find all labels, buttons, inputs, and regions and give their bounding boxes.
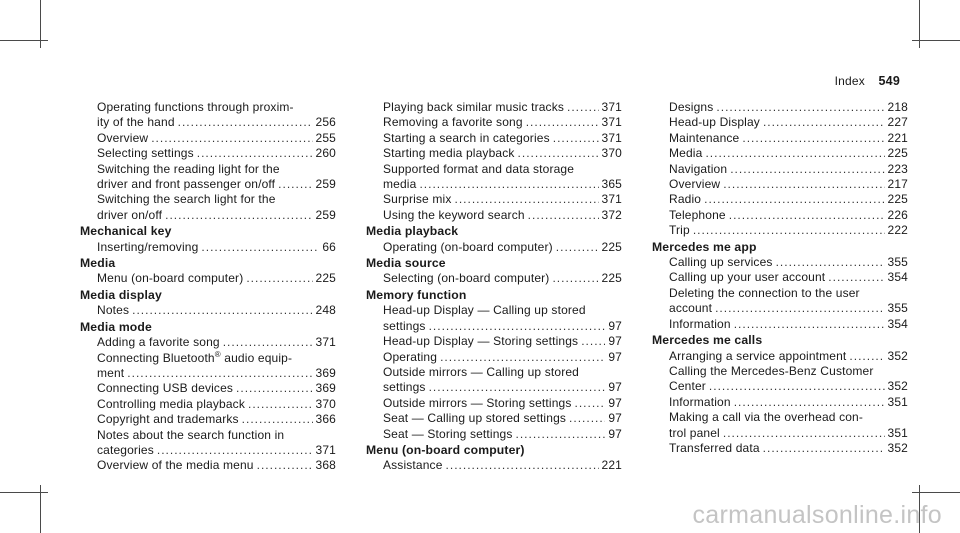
entry-text: Telephone xyxy=(669,207,726,222)
entry-page: 225 xyxy=(315,271,336,286)
index-entry xyxy=(366,271,622,286)
dot-leader xyxy=(763,115,885,130)
entry-page: 225 xyxy=(601,271,622,286)
dot-leader xyxy=(709,379,885,394)
index-entry xyxy=(652,255,908,270)
entry-page: 259 xyxy=(315,177,336,192)
index-entry xyxy=(366,350,622,365)
index-heading: Media playback xyxy=(366,224,459,239)
index-entry xyxy=(80,131,336,146)
index-heading: Media xyxy=(80,256,116,271)
index-entry-line: Supported format and data storage xyxy=(383,161,575,176)
entry-text: Overview xyxy=(97,130,149,145)
index-entry xyxy=(652,379,908,394)
index-entry xyxy=(80,366,336,381)
index-column-1 xyxy=(80,100,336,474)
index-entry xyxy=(366,208,622,223)
entry-text: Center xyxy=(669,379,706,394)
index-entry-line: Switching the reading light for the xyxy=(97,161,280,176)
dot-leader xyxy=(516,427,606,442)
dot-leader xyxy=(723,177,884,192)
index-heading: Media mode xyxy=(80,319,152,334)
page-header xyxy=(835,74,900,88)
dot-leader xyxy=(246,271,312,286)
index-entry-line: Deleting the connection to the user xyxy=(669,285,860,300)
entry-page: 371 xyxy=(601,192,622,207)
index-entry xyxy=(366,427,622,442)
index-entry xyxy=(652,441,908,456)
index-entry xyxy=(80,208,336,223)
entry-page: 226 xyxy=(887,207,908,222)
entry-page: 369 xyxy=(315,365,336,380)
dot-leader xyxy=(569,411,605,426)
dot-leader xyxy=(165,208,312,223)
index-entry xyxy=(652,146,908,161)
index-entry xyxy=(366,334,622,349)
index-column-3 xyxy=(652,100,908,456)
index-entry xyxy=(366,146,622,161)
entry-page: 352 xyxy=(887,348,908,363)
entry-page: 371 xyxy=(315,335,336,350)
entry-text: ment xyxy=(97,365,125,380)
entry-text: Trip xyxy=(669,223,690,238)
dot-leader xyxy=(526,115,599,130)
dot-leader xyxy=(575,396,606,411)
entry-text: Operating (on-board computer) xyxy=(383,239,553,254)
dot-leader xyxy=(454,192,598,207)
dot-leader xyxy=(723,426,885,441)
entry-page: 256 xyxy=(315,115,336,130)
entry-page: 370 xyxy=(601,146,622,161)
entry-text: Starting a search in categories xyxy=(383,130,550,145)
entry-text: Head-up Display — Storing settings xyxy=(383,334,579,349)
dot-leader xyxy=(236,381,312,396)
entry-text: ity of the hand xyxy=(97,115,175,130)
dot-leader xyxy=(223,335,313,350)
dot-leader xyxy=(828,270,884,285)
index-entry-line: Head-up Display — Calling up stored xyxy=(383,303,586,318)
index-entry xyxy=(652,208,908,223)
dot-leader xyxy=(248,397,313,412)
entry-page: 259 xyxy=(315,207,336,222)
index-entry-line: Notes about the search function in xyxy=(97,427,285,442)
entry-text: Information xyxy=(669,316,731,331)
index-heading: Menu (on-board computer) xyxy=(366,442,525,457)
dot-leader xyxy=(132,303,312,318)
entry-text: Media xyxy=(669,146,703,161)
index-heading: Mercedes me app xyxy=(652,239,757,254)
entry-page: 217 xyxy=(887,177,908,192)
dot-leader xyxy=(693,223,885,238)
entry-page: 97 xyxy=(608,426,622,441)
dot-leader xyxy=(151,131,312,146)
entry-page: 255 xyxy=(315,130,336,145)
index-entry xyxy=(80,303,336,318)
index-entry xyxy=(366,100,622,115)
entry-page: 355 xyxy=(887,255,908,270)
dot-leader xyxy=(715,301,884,316)
dot-leader xyxy=(528,208,599,223)
entry-text: Adding a favorite song xyxy=(97,335,220,350)
dot-leader xyxy=(278,177,312,192)
entry-page: 368 xyxy=(315,458,336,473)
entry-text: Calling up services xyxy=(669,255,773,270)
entry-text: Overview of the media menu xyxy=(97,458,254,473)
dot-leader xyxy=(242,412,313,427)
dot-leader xyxy=(849,349,884,364)
index-entry xyxy=(652,131,908,146)
dot-leader xyxy=(734,395,885,410)
entry-text: settings xyxy=(383,380,426,395)
entry-page: 354 xyxy=(887,316,908,331)
entry-text: Copyright and trademarks xyxy=(97,412,239,427)
entry-text: Information xyxy=(669,394,731,409)
dot-leader xyxy=(429,380,606,395)
dot-leader xyxy=(730,162,884,177)
index-entry xyxy=(80,412,336,427)
entry-page: 369 xyxy=(315,381,336,396)
index-entry xyxy=(652,317,908,332)
entry-text: Seat — Storing settings xyxy=(383,426,513,441)
entry-page: 97 xyxy=(608,349,622,364)
index-heading: Media source xyxy=(366,256,446,271)
index-entry xyxy=(80,177,336,192)
entry-text: Maintenance xyxy=(669,130,740,145)
entry-page: 372 xyxy=(601,207,622,222)
entry-page: 97 xyxy=(608,411,622,426)
entry-text: account xyxy=(669,301,713,316)
index-entry xyxy=(652,100,908,115)
entry-page: 352 xyxy=(887,379,908,394)
entry-page: 365 xyxy=(601,177,622,192)
dot-leader xyxy=(419,177,598,192)
entry-page: 366 xyxy=(315,412,336,427)
entry-text: Transferred data xyxy=(669,440,760,455)
entry-page: 225 xyxy=(601,239,622,254)
entry-text: audio equip- xyxy=(220,350,293,365)
dot-leader xyxy=(729,208,885,223)
index-entry xyxy=(366,380,622,395)
entry-page: 371 xyxy=(601,100,622,114)
header-label: Index xyxy=(834,74,865,88)
dot-leader xyxy=(429,319,606,334)
dot-leader xyxy=(742,131,884,146)
index-entry xyxy=(652,115,908,130)
index-entry-line xyxy=(80,351,336,366)
entry-text: Inserting/removing xyxy=(97,239,199,254)
page-number: 549 xyxy=(878,74,900,88)
index-heading: Memory function xyxy=(366,287,467,302)
entry-text: Designs xyxy=(669,100,714,114)
index-entry-line: Switching the search light for the xyxy=(97,192,276,207)
dot-leader xyxy=(197,146,313,161)
entry-page: 352 xyxy=(887,440,908,455)
dot-leader xyxy=(178,115,313,130)
entry-page: 371 xyxy=(601,115,622,130)
entry-page: 221 xyxy=(887,130,908,145)
entry-text: Using the keyword search xyxy=(383,207,525,222)
index-column-2 xyxy=(366,100,622,474)
dot-leader xyxy=(127,366,312,381)
entry-text: categories xyxy=(97,442,154,457)
entry-text: Calling up your user account xyxy=(669,270,826,285)
entry-text: Menu (on-board computer) xyxy=(97,271,244,286)
dot-leader xyxy=(763,441,885,456)
entry-text: Seat — Calling up stored settings xyxy=(383,411,567,426)
entry-page: 221 xyxy=(601,458,622,473)
index-entry xyxy=(366,192,622,207)
entry-page: 97 xyxy=(608,380,622,395)
index-entry xyxy=(366,396,622,411)
index-entry-line: Calling the Mercedes-Benz Customer xyxy=(669,363,874,378)
entry-page: 225 xyxy=(887,192,908,207)
entry-page: 371 xyxy=(601,130,622,145)
dot-leader xyxy=(716,100,884,115)
dot-leader xyxy=(704,192,884,207)
entry-text: Overview xyxy=(669,177,721,192)
entry-text: Assistance xyxy=(383,458,443,473)
dot-leader xyxy=(734,317,885,332)
index-entry xyxy=(652,223,908,238)
index-entry-line: Outside mirrors — Calling up stored xyxy=(383,364,579,379)
entry-text: Arranging a service appointment xyxy=(669,348,847,363)
index-entry xyxy=(652,395,908,410)
entry-text: trol panel xyxy=(669,425,720,440)
index-entry xyxy=(80,115,336,130)
index-heading: Media display xyxy=(80,287,162,302)
dot-leader xyxy=(257,458,313,473)
index-entry xyxy=(366,458,622,473)
entry-page: 351 xyxy=(887,425,908,440)
entry-text: driver and front passenger on/off xyxy=(97,177,276,192)
entry-text: Starting media playback xyxy=(383,146,515,161)
registered-mark: ® xyxy=(214,349,221,359)
index-heading: Mechanical key xyxy=(80,224,172,239)
entry-page: 223 xyxy=(887,161,908,176)
entry-page: 218 xyxy=(887,100,908,114)
entry-page: 97 xyxy=(608,395,622,410)
index-entry xyxy=(652,349,908,364)
dot-leader xyxy=(518,146,599,161)
dot-leader xyxy=(776,255,885,270)
entry-text: Controlling media playback xyxy=(97,396,245,411)
index-entry xyxy=(652,270,908,285)
dot-leader xyxy=(552,271,598,286)
index-entry xyxy=(366,240,622,255)
index-entry xyxy=(652,301,908,316)
index-entry xyxy=(80,443,336,458)
index-entry xyxy=(652,162,908,177)
index-entry xyxy=(366,131,622,146)
dot-leader xyxy=(556,240,599,255)
index-entry xyxy=(80,240,336,255)
index-entry xyxy=(80,146,336,161)
entry-text: Outside mirrors — Storing settings xyxy=(383,395,572,410)
index-entry xyxy=(80,381,336,396)
dot-leader xyxy=(553,131,599,146)
entry-text: Selecting settings xyxy=(97,146,194,161)
entry-text: Head-up Display xyxy=(669,115,760,130)
dot-leader xyxy=(567,100,599,115)
entry-text: Operating xyxy=(383,349,438,364)
entry-text: Notes xyxy=(97,303,130,318)
index-entry-line: Operating functions through proxim- xyxy=(97,100,294,114)
index-entry-line: Making a call via the overhead con- xyxy=(669,410,864,425)
index-entry xyxy=(366,319,622,334)
entry-page: 371 xyxy=(315,442,336,457)
index-heading: Mercedes me calls xyxy=(652,333,763,348)
index-entry xyxy=(652,192,908,207)
entry-page: 354 xyxy=(887,270,908,285)
entry-page: 370 xyxy=(315,396,336,411)
index-entry xyxy=(652,426,908,441)
entry-page: 97 xyxy=(608,334,622,349)
entry-page: 225 xyxy=(887,146,908,161)
entry-text: Radio xyxy=(669,192,702,207)
entry-page: 222 xyxy=(887,223,908,238)
dot-leader xyxy=(446,458,599,473)
watermark: carmanualsonline.info xyxy=(692,501,942,529)
entry-page: 97 xyxy=(608,318,622,333)
dot-leader xyxy=(201,240,319,255)
dot-leader xyxy=(157,443,313,458)
index-entry xyxy=(80,458,336,473)
entry-text: Surprise mix xyxy=(383,192,452,207)
entry-text: settings xyxy=(383,318,426,333)
dot-leader xyxy=(581,334,605,349)
entry-text: Removing a favorite song xyxy=(383,115,523,130)
dot-leader xyxy=(705,146,884,161)
dot-leader xyxy=(440,350,605,365)
index-entry xyxy=(80,271,336,286)
index-entry xyxy=(80,397,336,412)
entry-page: 260 xyxy=(315,146,336,161)
index-entry xyxy=(366,177,622,192)
entry-text: Connecting USB devices xyxy=(97,381,234,396)
entry-text: Navigation xyxy=(669,161,728,176)
index-entry xyxy=(652,177,908,192)
entry-page: 355 xyxy=(887,301,908,316)
index-entry xyxy=(80,335,336,350)
entry-text: Connecting Bluetooth xyxy=(97,350,215,365)
entry-page: 351 xyxy=(887,394,908,409)
entry-page: 248 xyxy=(315,303,336,318)
index-entry xyxy=(366,115,622,130)
entry-text: media xyxy=(383,177,417,192)
entry-text: Playing back similar music tracks xyxy=(383,100,564,114)
entry-page: 66 xyxy=(322,239,336,254)
entry-page: 227 xyxy=(887,115,908,130)
entry-text: driver on/off xyxy=(97,207,163,222)
entry-text: Selecting (on-board computer) xyxy=(383,271,550,286)
index-entry xyxy=(366,411,622,426)
